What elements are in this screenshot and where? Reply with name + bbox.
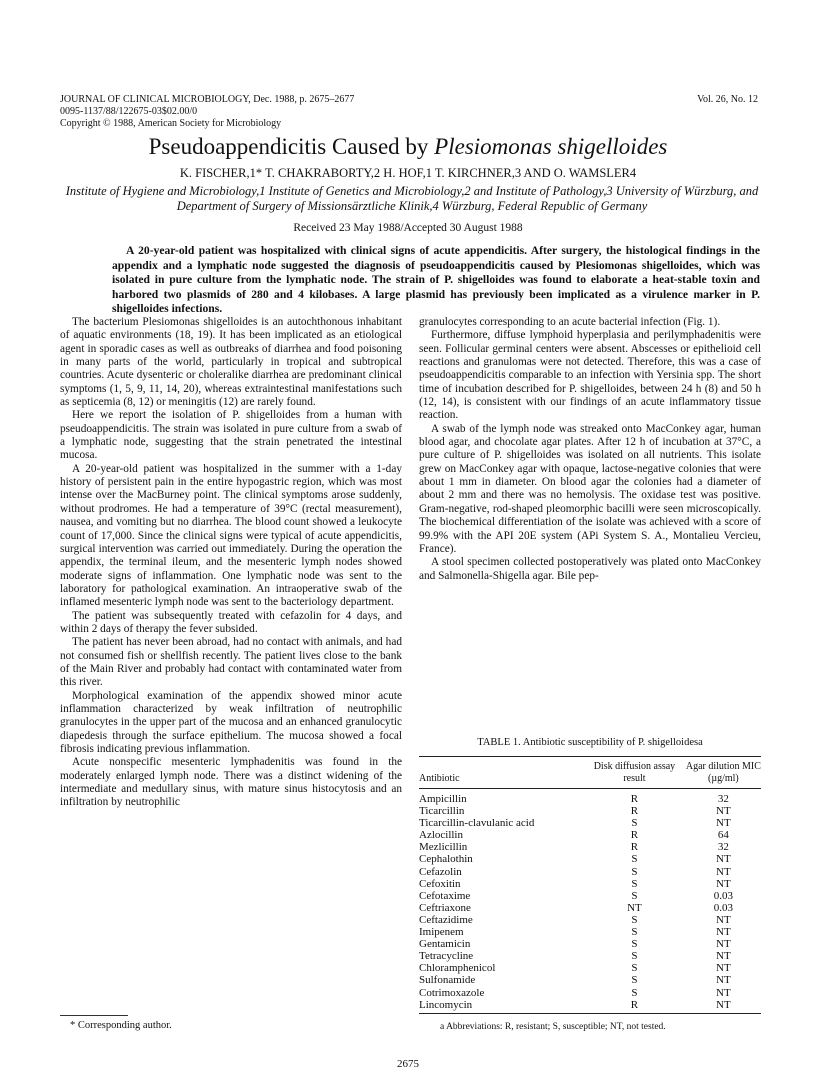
antibiotic-name: Mezlicillin	[419, 841, 468, 854]
paragraph: A stool specimen collected postoperatively was plated onto MacConkey and Salmonella-Shigella agar. Bile pep-	[419, 556, 761, 582]
mic-value: NT	[716, 865, 731, 878]
left-column	[60, 316, 402, 810]
authors: K. FISCHER,1* T. CHAKRABORTY,2 H. HOF,1 T. KIRCHNER,3 AND O. WAMSLER4	[179, 166, 637, 180]
mic-value: 32	[717, 841, 729, 854]
copyright: Copyright © 1988, American Society for Microbiology	[60, 118, 282, 129]
mic-value: NT	[716, 950, 731, 963]
mic-value: NT	[716, 853, 731, 866]
table-row	[419, 853, 761, 865]
disk-result: S	[631, 926, 638, 939]
disk-result: S	[631, 877, 638, 890]
table-row	[419, 938, 761, 950]
table-row	[419, 866, 761, 878]
paragraph: A swab of the lymph node was streaked onto MacConkey agar, human blood agar, and chocolate agar plates. After 12 h of incubation at 37°C, a pure culture of P. shigelloides was isolated on all nutrients. This isolate grew on MacConkey agar with opaque, lactose-negative colonies that were about 1 mm in diameter. On blood agar the colonies had a diameter of about 2 mm and there was no hemolysis. The oxidase test was positive. Gram-negative, rod-shaped pleomorphic bacilli were seen microscopically. The biochemical differentiation of the isolate was achieved with a score of 99.9% with the API 20E system (APi System S. A., Montalieu Vercieu, France).	[419, 422, 761, 555]
received-date: Received 23 May 1988/Accepted 30 August 1988	[293, 222, 523, 234]
volume: Vol. 26, No. 12	[697, 94, 758, 105]
antibiotic-name: Chloramphenicol	[419, 962, 496, 975]
mic-value: NT	[716, 913, 731, 926]
table-row	[419, 890, 761, 902]
antibiotic-name: Cefotaxime	[419, 889, 471, 902]
table-footnote: a Abbreviations: R, resistant; S, susceptible; NT, not tested.	[440, 1022, 666, 1032]
antibiotic-name: Ticarcillin	[419, 805, 465, 818]
disk-result: S	[631, 913, 638, 926]
mic-value: 32	[717, 793, 729, 805]
mic-value: NT	[716, 974, 731, 987]
col-header-disk: Disk diffusion assay result	[583, 757, 686, 789]
table-row	[419, 817, 761, 829]
disk-result: S	[631, 950, 638, 963]
antibiotic-name: Cephalothin	[419, 853, 473, 866]
antibiotic-table	[419, 756, 761, 1014]
antibiotic-name: Ticarcillin-clavulanic acid	[419, 817, 535, 830]
antibiotic-name: Cefazolin	[419, 865, 462, 878]
journal-line: JOURNAL OF CLINICAL MICROBIOLOGY, Dec. 1988, p. 2675–2677	[60, 94, 355, 105]
table-row	[419, 926, 761, 938]
antibiotic-name: Cotrimoxazole	[419, 986, 485, 999]
mic-value: 0.03	[713, 901, 733, 914]
table-row	[419, 974, 761, 986]
table-row	[419, 962, 761, 974]
table-row	[419, 987, 761, 999]
mic-value: NT	[716, 817, 731, 830]
antibiotic-name: Lincomycin	[419, 999, 583, 1014]
affiliations: Institute of Hygiene and Microbiology,1 Institute of Genetics and Microbiology,2 and Institute of Pathology,3 University of Würzburg, and Department of Surgery of Missionsärztliche Klinik,4 Würzburg, Federal Republic of Germany	[65, 184, 759, 213]
disk-result: S	[631, 974, 638, 987]
table-row	[419, 805, 761, 817]
title-plain: Pseudoappendicitis Caused by	[148, 134, 435, 159]
disk-result: S	[631, 986, 638, 999]
disk-result: S	[631, 962, 638, 975]
disk-result: S	[631, 889, 638, 902]
antibiotic-name: Gentamicin	[419, 938, 471, 951]
disk-result: R	[630, 793, 639, 805]
disk-result: R	[630, 829, 639, 842]
paragraph: granulocytes corresponding to an acute bacterial infection (Fig. 1).	[419, 316, 721, 328]
col-header-antibiotic: Antibiotic	[419, 757, 583, 789]
disk-result: R	[630, 841, 639, 854]
mic-value: NT	[716, 962, 731, 975]
paragraph: Here we report the isolation of P. shigelloides from a human with pseudoappendicitis. The strain was isolated in pure culture from a swab of a lymphatic node, suggesting that the strain penetrated the intestinal mucosa.	[60, 409, 402, 462]
antibiotic-name: Cefoxitin	[419, 877, 461, 890]
antibiotic-name: Azlocillin	[419, 829, 463, 842]
disk-result: NT	[627, 901, 642, 914]
disk-result: S	[631, 817, 638, 830]
antibiotic-name: Sulfonamide	[419, 974, 476, 987]
right-column	[419, 316, 761, 583]
table-row	[419, 914, 761, 926]
disk-result: S	[631, 938, 638, 951]
paragraph: Acute nonspecific mesenteric lymphadenitis was found in the moderately enlarged lymph node. There was a distinct widening of the intermediate and medullary sinus, with mature sinus histocytosis and an infiltration by neutrophilic	[60, 756, 402, 809]
footnote: * Corresponding author.	[70, 1020, 172, 1031]
paragraph: The patient was subsequently treated with cefazolin for 4 days, and within 2 days of therapy the fever subsided.	[60, 609, 402, 635]
table-row	[419, 902, 761, 914]
paragraph: Furthermore, diffuse lymphoid hyperplasia and perilymphadenitis were seen. Follicular germinal centers were absent. Abscesses or epithelioid cell reactions and granulomas were not detected. Therefore, this was a case of pseudoappendicitis comparable to an infection with Yersinia spp. The short time of incubation described for P. shigelloides, between 24 h (8) and 50 h (12, 14), is consistent with our findings of an acute inflammatory tissue reaction.	[419, 329, 761, 422]
mic-value: 64	[717, 829, 729, 842]
disk-result: R	[583, 999, 686, 1014]
mic-value: NT	[716, 938, 731, 951]
antibiotic-name: Ceftriaxone	[419, 901, 471, 914]
mic-value: 0.03	[713, 889, 733, 902]
mic-value: NT	[716, 877, 731, 890]
table-row	[419, 999, 761, 1014]
table-row	[419, 878, 761, 890]
mic-value: NT	[716, 805, 731, 818]
disk-result: R	[630, 805, 639, 818]
footnote-divider	[60, 1015, 128, 1016]
col-header-mic: Agar dilution MIC (µg/ml)	[686, 757, 761, 789]
paragraph: The bacterium Plesiomonas shigelloides is an autochthonous inhabitant of aquatic environments (18, 19). It has been implicated as an etiological agent in sporadic cases as well as outbreaks of diarrhea and food poisoning in many parts of the world, particularly in tropical and subtropical countries. Acute dysenteric or choleralike diarrhea are predominant clinical symptoms (1, 5, 9, 11, 14, 20), whereas extraintestinal manifestations such as septicemia (8, 12) or meningitis (12) are rarely found.	[60, 316, 402, 409]
mic-value: NT	[686, 999, 761, 1014]
antibiotic-name: Ampicillin	[419, 793, 467, 805]
table-row	[419, 841, 761, 853]
disk-result: S	[631, 853, 638, 866]
page-number: 2675	[397, 1058, 419, 1070]
mic-value: NT	[716, 986, 731, 999]
table-title: TABLE 1. Antibiotic susceptibility of P. shigelloidesa	[477, 737, 703, 748]
antibiotic-name: Imipenem	[419, 926, 464, 939]
paragraph: A 20-year-old patient was hospitalized in the summer with a 1-day history of persistent pain in the entire hypogastric region, which was most intense over the MacBurney point. The clinical symptoms arose suddenly, without prodromes. He had a temperature of 39°C (rectal measurement), nausea, and vomiting but no diarrhea. The blood count showed a leukocyte count of 17,000. Since the clinical signs were typical of acute appendicitis, surgical intervention was carried out immediately. During the operation the appendix, the terminal ileum, and the mesenteric lymph nodes showed moderate signs of inflammation. One lymphatic node was sent to the laboratory for pathological examination. An intraoperative swab of the inflamed mesenteric lymph node was sent to the bacteriology department.	[60, 462, 402, 609]
article-code: 0095-1137/88/122675-03$02.00/0	[60, 106, 198, 117]
table-row	[419, 829, 761, 841]
paragraph: Morphological examination of the appendix showed minor acute inflammation characterized by weak infiltration of neutrophilic granulocytes in the upper part of the mucosa and an enhanced granulocytic diapedesis through the surface epithelium. The mucosa showed a focal fibrosis indicating previous inflammation.	[60, 689, 402, 755]
title-italic: Plesiomonas shigelloides	[434, 134, 668, 159]
table-row	[419, 789, 761, 806]
paragraph: The patient has never been abroad, had no contact with animals, and had not consumed fish or shellfish recently. The patient lives close to the bank of the Main River and probably had contact with contaminated water from this river.	[60, 636, 402, 689]
mic-value: NT	[716, 926, 731, 939]
antibiotic-name: Ceftazidime	[419, 913, 473, 926]
antibiotic-name: Tetracycline	[419, 950, 474, 963]
table-row	[419, 950, 761, 962]
page-title	[0, 134, 816, 160]
abstract: A 20-year-old patient was hospitalized with clinical signs of acute appendicitis. After surgery, the histological findings in the appendix and a lymphatic node suggested the diagnosis of pseudoappendicitis caused by Plesiomonas shigelloides, which was isolated in pure culture from the lymphatic node. The strain of P. shigelloides was found to elaborate a heat-stable toxin and harbored two plasmids of 280 and 4 kilobases. A large plasmid has previously been implicated as a virulence marker in P. shigelloides infections.	[112, 244, 760, 316]
disk-result: S	[631, 865, 638, 878]
